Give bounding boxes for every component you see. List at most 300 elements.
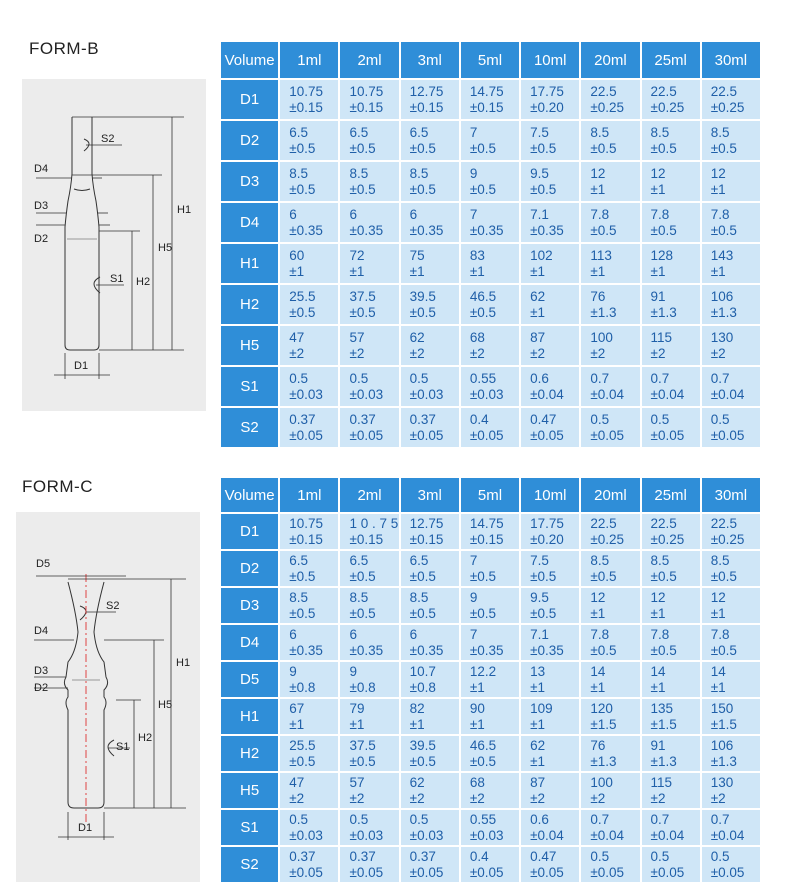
spec-cell [521,326,579,365]
tolerance-value: ±2 [289,790,305,806]
tolerance-value: ±1 [409,716,425,732]
nominal-value: 12 [590,589,606,605]
spec-cell [340,810,398,845]
tolerance-value: ±1.3 [710,753,737,769]
tolerance-value: ±1 [289,263,305,279]
nominal-value: 106 [710,288,734,304]
tolerance-value: ±1 [530,716,546,732]
spec-cell [401,408,459,447]
nominal-value: 100 [590,329,613,345]
tolerance-value: ±1 [469,679,485,695]
tolerance-value: ±0.35 [289,642,323,658]
nominal-value: 9 [469,165,478,181]
nominal-value: 6 [349,626,357,642]
nominal-value: 25.5 [289,737,316,753]
nominal-value: 128 [650,247,674,263]
spec-cell [642,773,700,808]
spec-cell [280,699,338,734]
spec-cell [461,773,519,808]
form-c-ampoule-diagram [16,512,200,882]
nominal-value: 14 [710,663,726,679]
tolerance-value: ±2 [349,345,365,361]
spec-cell [401,588,459,623]
tolerance-value: ±0.5 [349,568,376,584]
spec-cell [642,625,700,660]
spec-cell [521,551,579,586]
nominal-value: 91 [650,737,666,753]
tolerance-value: ±0.05 [650,864,685,880]
spec-cell [521,847,579,882]
label-d4: D4 [34,163,49,175]
nominal-value: 14 [650,663,666,679]
tolerance-value: ±0.03 [349,827,384,843]
tolerance-value: ±0.5 [710,642,737,658]
nominal-value: 14.75 [469,515,504,531]
spec-cell [401,773,459,808]
nominal-value: 60 [289,247,305,263]
spec-cell [401,514,459,549]
nominal-value: 47 [289,774,305,790]
spec-cell [280,773,338,808]
nominal-value: 0.7 [590,370,610,386]
spec-cell [642,699,700,734]
nominal-value: 7.5 [530,124,549,140]
tolerance-value: ±0.04 [590,827,624,843]
tolerance-value: ±0.03 [469,386,504,402]
nominal-value: 8.5 [289,589,308,605]
spec-cell [461,285,519,324]
row-header-h1: H1 [221,699,278,734]
spec-cell [280,80,338,119]
nominal-value: 113 [590,247,612,263]
tolerance-value: ±0.5 [289,568,316,584]
tolerance-value: ±0.25 [590,531,624,547]
spec-cell [581,408,639,447]
nominal-value: 0.5 [710,411,730,427]
nominal-value: 143 [710,247,734,263]
nominal-value: 10.75 [289,515,324,531]
tolerance-value: ±0.05 [710,864,745,880]
nominal-value: 12 [710,165,726,181]
column-header-1ml: 1ml [280,478,338,512]
spec-cell [461,80,519,119]
table-row [221,203,760,242]
tolerance-value: ±0.04 [650,827,685,843]
spec-cell [340,551,398,586]
tolerance-value: ±0.25 [590,99,624,115]
nominal-value: 12 [590,165,606,181]
spec-cell [702,773,760,808]
nominal-value: 7 [469,206,478,222]
spec-cell [340,514,398,549]
spec-cell [521,408,579,447]
spec-cell [340,588,398,623]
nominal-value: 76 [590,737,606,753]
nominal-value: 120 [590,700,613,716]
spec-cell [521,244,579,283]
nominal-value: 109 [530,700,553,716]
tolerance-value: ±2 [710,345,726,361]
nominal-value: 102 [530,247,553,263]
spec-cell [521,121,579,160]
nominal-value: 62 [530,737,546,753]
nominal-value: 10.75 [289,83,324,99]
nominal-value: 0.6 [530,811,549,827]
spec-cell [340,736,398,771]
spec-cell [642,80,700,119]
nominal-value: 0.5 [289,811,308,827]
tolerance-value: ±0.03 [469,827,504,843]
tolerance-value: ±0.35 [469,642,504,658]
column-header-25ml: 25ml [642,478,700,512]
tolerance-value: ±0.04 [590,386,624,402]
column-header-30ml: 30ml [702,42,760,78]
label-d4: D4 [34,625,49,637]
row-header-h5: H5 [221,773,278,808]
tolerance-value: ±2 [530,790,546,806]
nominal-value: 7.8 [710,206,730,222]
tolerance-value: ±1 [349,716,365,732]
spec-cell [642,408,700,447]
nominal-value: 0.37 [289,411,316,427]
spec-cell [280,514,338,549]
spec-cell [581,588,639,623]
spec-cell [642,326,700,365]
nominal-value: 12 [650,165,666,181]
column-header-1ml: 1ml [280,42,338,78]
table-row [221,810,760,845]
nominal-value: 9 [469,589,478,605]
spec-cell [581,551,639,586]
nominal-value: 57 [349,329,365,345]
nominal-value: 130 [710,774,734,790]
tolerance-value: ±0.5 [289,181,316,197]
spec-cell [702,662,760,697]
spec-cell [642,162,700,201]
row-header-d2: D2 [221,121,278,160]
nominal-value: 1 0 . 7 5 [349,515,399,531]
tolerance-value: ±1 [650,181,666,197]
spec-cell [642,588,700,623]
form-c-title: FORM-C [22,477,93,496]
tolerance-value: ±0.05 [650,427,685,443]
nominal-value: 79 [349,700,365,716]
spec-cell [521,203,579,242]
tolerance-value: ±0.5 [289,140,316,156]
column-header-2ml: 2ml [340,42,398,78]
row-header-d5: D5 [221,662,278,697]
tolerance-value: ±2 [469,345,485,361]
row-header-d1: D1 [221,514,278,549]
label-h1: H1 [177,204,192,216]
nominal-value: 6 [349,206,357,222]
tolerance-value: ±0.03 [409,386,444,402]
spec-cell [401,121,459,160]
nominal-value: 0.7 [590,811,610,827]
nominal-value: 0.5 [289,370,308,386]
tolerance-value: ±1.3 [710,304,737,320]
table-row [221,244,760,283]
tolerance-value: ±2 [650,790,666,806]
nominal-value: 6.5 [349,124,369,140]
nominal-value: 68 [469,329,485,345]
nominal-value: 0.7 [710,370,730,386]
tolerance-value: ±0.5 [409,753,436,769]
tolerance-value: ±0.5 [530,568,557,584]
spec-cell [702,244,760,283]
tolerance-value: ±0.5 [650,568,677,584]
spec-cell [401,326,459,365]
row-header-s2: S2 [221,408,278,447]
spec-cell [280,326,338,365]
spec-cell [581,662,639,697]
nominal-value: 12.2 [469,663,497,679]
nominal-value: 87 [530,774,546,790]
table-row [221,408,760,447]
spec-cell [280,551,338,586]
tolerance-value: ±2 [710,790,726,806]
tolerance-value: ±1.5 [590,716,617,732]
nominal-value: 100 [590,774,613,790]
spec-cell [280,203,338,242]
nominal-value: 9.5 [530,589,549,605]
table-row [221,162,760,201]
row-header-s1: S1 [221,810,278,845]
nominal-value: 0.5 [349,811,369,827]
nominal-value: 47 [289,329,305,345]
spec-cell [702,162,760,201]
table-row [221,736,760,771]
tolerance-value: ±0.04 [650,386,685,402]
spec-cell [280,285,338,324]
spec-cell [280,244,338,283]
tolerance-value: ±0.5 [349,181,376,197]
label-d1: D1 [74,360,89,372]
table-row [221,662,760,697]
tolerance-value: ±0.05 [590,864,624,880]
nominal-value: 8.5 [710,552,730,568]
tolerance-value: ±1 [710,181,726,197]
spec-cell [581,244,639,283]
row-header-s1: S1 [221,367,278,406]
nominal-value: 8.5 [590,124,610,140]
spec-cell [461,551,519,586]
tolerance-value: ±1 [289,716,305,732]
spec-cell [461,514,519,549]
nominal-value: 0.37 [409,411,436,427]
nominal-value: 6.5 [409,552,429,568]
nominal-value: 7 [469,552,478,568]
row-header-h2: H2 [221,736,278,771]
nominal-value: 68 [469,774,485,790]
spec-cell [461,625,519,660]
spec-cell [702,80,760,119]
spec-cell [702,551,760,586]
nominal-value: 8.5 [349,165,369,181]
spec-cell [521,810,579,845]
label-s1: S1 [110,273,124,285]
nominal-value: 0.7 [650,370,670,386]
table-row [221,551,760,586]
tolerance-value: ±1 [590,181,606,197]
nominal-value: 0.4 [469,848,489,864]
spec-cell [581,514,639,549]
nominal-value: 91 [650,288,666,304]
tolerance-value: ±1 [530,263,546,279]
tolerance-value: ±0.5 [650,642,677,658]
nominal-value: 6.5 [289,124,308,140]
nominal-value: 22.5 [710,515,738,531]
form-b-ampoule-diagram [22,79,206,411]
nominal-value: 7 [469,626,478,642]
spec-cell [461,810,519,845]
tolerance-value: ±0.5 [650,222,677,238]
spec-cell [702,625,760,660]
nominal-value: 7.1 [530,206,549,222]
tolerance-value: ±0.20 [530,531,564,547]
nominal-value: 8.5 [409,589,429,605]
spec-cell [581,326,639,365]
spec-cell [401,699,459,734]
form-c-ampoule-drawing [16,512,200,882]
spec-cell [340,662,398,697]
row-header-d2: D2 [221,551,278,586]
tolerance-value: ±0.05 [710,427,745,443]
table-row [221,514,760,549]
tolerance-value: ±2 [469,790,485,806]
spec-cell [581,847,639,882]
tolerance-value: ±0.15 [289,531,323,547]
spec-cell [340,285,398,324]
label-d1: D1 [78,822,93,834]
nominal-value: 130 [710,329,734,345]
tolerance-value: ±0.20 [530,99,564,115]
nominal-value: 7.8 [590,206,610,222]
spec-cell [401,736,459,771]
label-d3: D3 [34,665,49,677]
tolerance-value: ±0.8 [409,679,436,695]
spec-cell [280,810,338,845]
nominal-value: 6.5 [349,552,369,568]
spec-cell [642,514,700,549]
tolerance-value: ±0.05 [409,427,444,443]
spec-cell [521,699,579,734]
tolerance-value: ±0.5 [289,304,316,320]
spec-cell [280,121,338,160]
spec-cell [581,625,639,660]
nominal-value: 25.5 [289,288,316,304]
spec-cell [521,625,579,660]
spec-cell [521,588,579,623]
table-row [221,773,760,808]
nominal-value: 12 [710,589,726,605]
spec-cell [702,588,760,623]
nominal-value: 9.5 [530,165,549,181]
nominal-value: 0.4 [469,411,489,427]
column-header-5ml: 5ml [461,42,519,78]
tolerance-value: ±0.04 [530,827,564,843]
tolerance-value: ±1 [349,263,365,279]
tolerance-value: ±0.15 [409,99,444,115]
nominal-value: 9 [289,663,297,679]
nominal-value: 6.5 [289,552,308,568]
nominal-value: 22.5 [590,83,617,99]
nominal-value: 76 [590,288,606,304]
spec-cell [702,847,760,882]
spec-cell [401,551,459,586]
spec-cell [461,588,519,623]
tolerance-value: ±0.35 [349,222,384,238]
nominal-value: 0.55 [469,370,497,386]
tolerance-value: ±1 [530,304,546,320]
tolerance-value: ±0.05 [590,427,624,443]
spec-cell [521,773,579,808]
tolerance-value: ±2 [590,345,606,361]
header-row [221,478,760,512]
column-header-2ml: 2ml [340,478,398,512]
tolerance-value: ±1 [650,605,666,621]
nominal-value: 0.5 [590,411,610,427]
nominal-value: 8.5 [590,552,610,568]
column-header-5ml: 5ml [461,478,519,512]
tolerance-value: ±0.05 [530,864,564,880]
nominal-value: 37.5 [349,288,376,304]
spec-cell [521,162,579,201]
spec-cell [401,810,459,845]
nominal-value: 6.5 [409,124,429,140]
spec-cell [280,588,338,623]
tolerance-value: ±1 [710,605,726,621]
tolerance-value: ±0.5 [469,753,497,769]
label-d3: D3 [34,200,49,212]
tolerance-value: ±0.5 [710,568,737,584]
tolerance-value: ±0.5 [710,140,737,156]
nominal-value: 8.5 [409,165,429,181]
nominal-value: 8.5 [289,165,308,181]
nominal-value: 57 [349,774,365,790]
nominal-value: 22.5 [650,515,677,531]
column-header-3ml: 3ml [401,42,459,78]
nominal-value: 82 [409,700,425,716]
spec-cell [401,847,459,882]
tolerance-value: ±0.15 [469,99,504,115]
spec-cell [581,773,639,808]
column-header-volume: Volume [221,42,278,78]
tolerance-value: ±0.05 [469,864,504,880]
tolerance-value: ±2 [590,790,606,806]
spec-cell [340,244,398,283]
tolerance-value: ±0.15 [349,99,384,115]
row-header-d4: D4 [221,203,278,242]
spec-cell [581,736,639,771]
spec-cell [461,847,519,882]
nominal-value: 6 [409,626,418,642]
tolerance-value: ±0.04 [710,386,745,402]
nominal-value: 9 [349,663,357,679]
tolerance-value: ±0.15 [349,531,384,547]
tolerance-value: ±0.15 [289,99,323,115]
spec-cell [340,162,398,201]
tolerance-value: ±1 [409,263,425,279]
label-s2: S2 [101,133,115,145]
spec-cell [401,367,459,406]
row-header-h2: H2 [221,285,278,324]
table-row [221,80,760,119]
nominal-value: 0.47 [530,411,557,427]
spec-cell [581,203,639,242]
spec-cell [521,736,579,771]
column-header-30ml: 30ml [702,478,760,512]
